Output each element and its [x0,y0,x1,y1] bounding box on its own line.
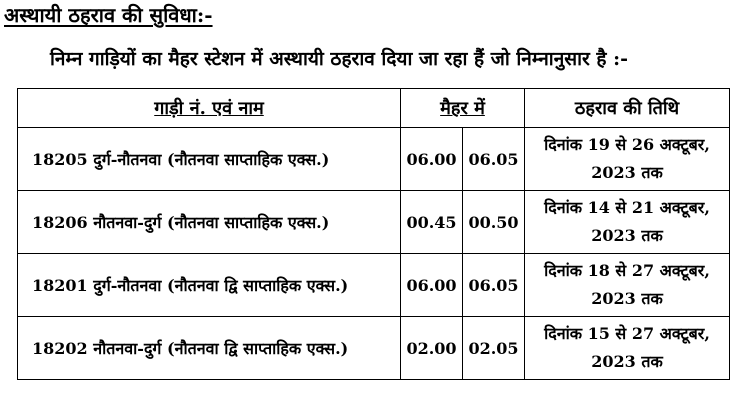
table-header-row [18,89,730,128]
arrival-time: 06.00 [401,254,463,317]
halt-date: दिनांक 18 से 27 अक्टूबर, 2023 तक [525,254,730,317]
header-halt-date: ठहराव की तिथि [525,89,730,128]
departure-time: 00.50 [463,191,525,254]
halt-date: दिनांक 14 से 21 अक्टूबर, 2023 तक [525,191,730,254]
header-train: गाड़ी नं. एवं नाम [18,89,401,128]
departure-time: 06.05 [463,254,525,317]
train-name: 18206 नौतनवा-दुर्ग (नौतनवा साप्ताहिक एक्स.) [18,191,401,254]
header-maihar: मैहर में [401,89,525,128]
train-name: 18205 दुर्ग-नौतनवा (नौतनवा साप्ताहिक एक्स.) [18,128,401,191]
train-name: 18201 दुर्ग-नौतनवा (नौतनवा द्वि साप्ताहिक एक्स.) [18,254,401,317]
halt-schedule-table [17,88,730,380]
train-name: 18202 नौतनवा-दुर्ग (नौतनवा द्वि साप्ताहिक एक्स.) [18,317,401,380]
table-row [18,128,730,191]
arrival-time: 00.45 [401,191,463,254]
departure-time: 06.05 [463,128,525,191]
arrival-time: 06.00 [401,128,463,191]
page-heading: अस्थायी ठहराव की सुविधा:- [4,3,213,27]
departure-time: 02.05 [463,317,525,380]
intro-text: निम्न गाड़ियों का मैहर स्टेशन में अस्थायी ठहराव दिया जा रहा हैं जो निम्नानुसार है :- [50,48,628,70]
table-row [18,317,730,380]
table-row [18,254,730,317]
halt-date: दिनांक 15 से 27 अक्टूबर, 2023 तक [525,317,730,380]
table-row [18,191,730,254]
halt-date: दिनांक 19 से 26 अक्टूबर, 2023 तक [525,128,730,191]
arrival-time: 02.00 [401,317,463,380]
